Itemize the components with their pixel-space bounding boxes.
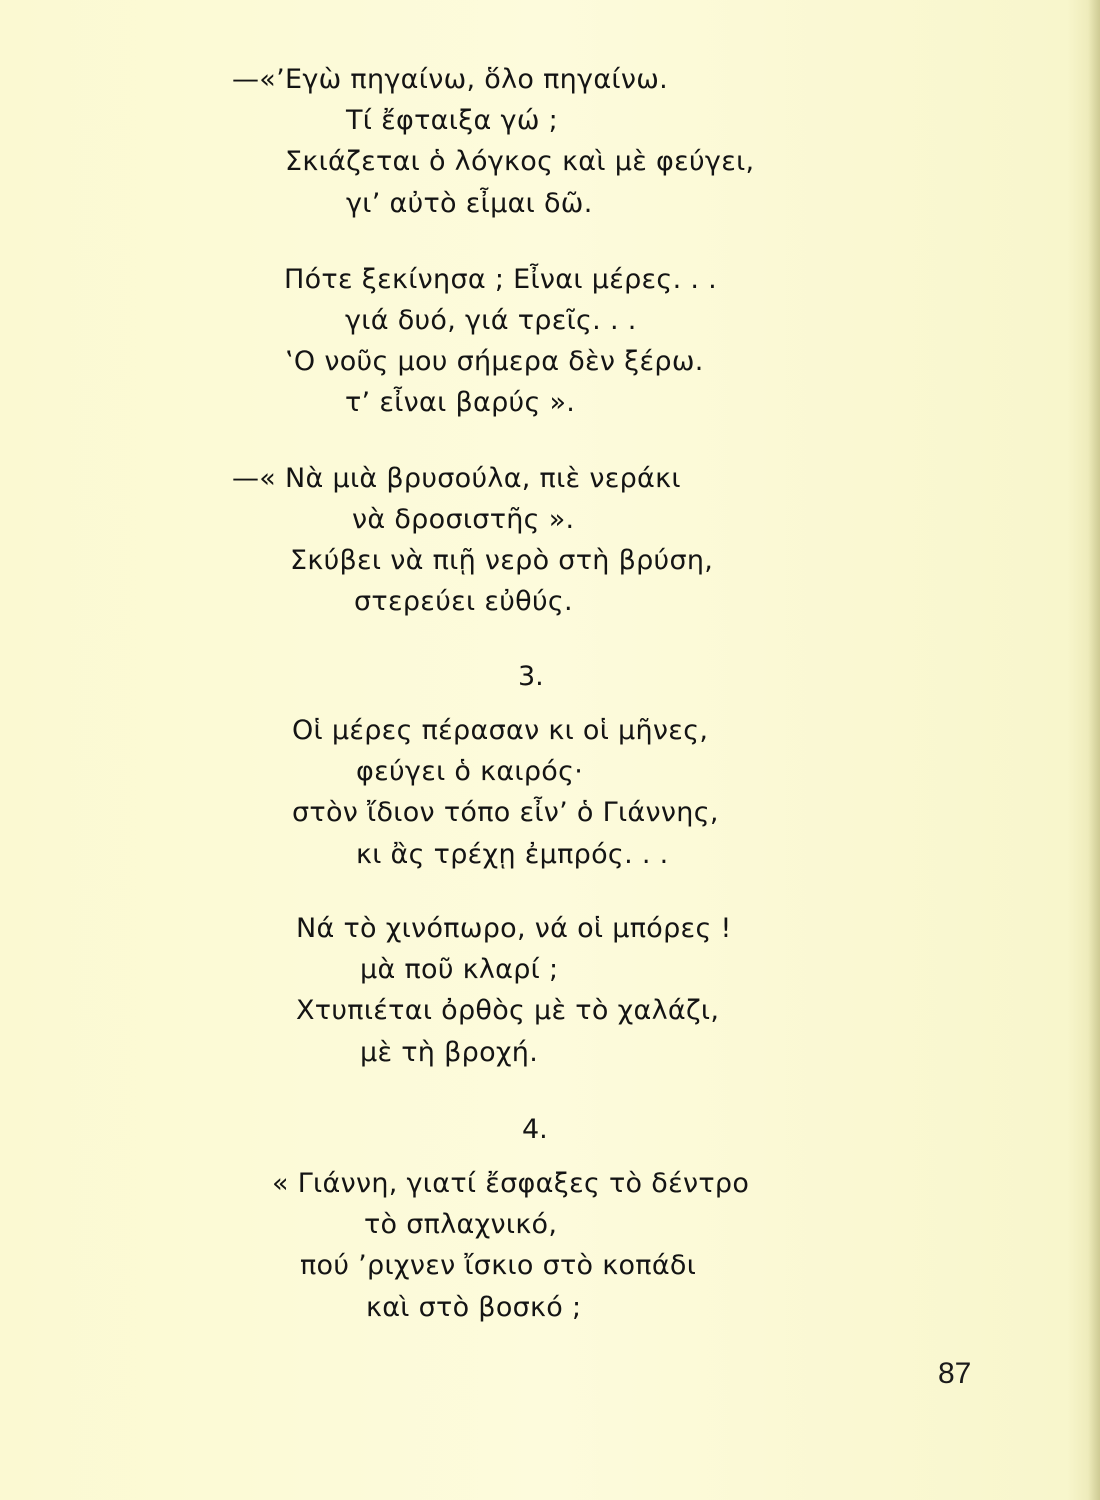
verse-line: Πότε ξεκίνησα ; Εἶναι μέρες. . . [284,264,717,295]
page-edge-shadow [1088,0,1100,1500]
verse-line: —«’Εγὼ πηγαίνω, ὅλο πηγαίνω. [232,64,669,95]
verse-line: Σκιάζεται ὁ λόγκος καὶ μὲ φεύγει, [285,146,755,177]
verse-line: στὸν ἴδιον τόπο εἶν’ ὁ Γιάννης, [292,797,719,828]
verse-line: τ’ εἶναι βαρύς ». [345,387,576,418]
verse-line: φεύγει ὁ καιρός· [356,756,584,787]
verse-line: καὶ στὸ βοσκό ; [366,1292,582,1323]
section-number: 3. [518,661,544,692]
verse-line: —« Νὰ μιὰ βρυσούλα, πιὲ νεράκι [232,463,681,494]
page-number: 87 [938,1357,972,1390]
verse-line: νὰ δροσιστῆς ». [352,504,575,535]
verse-line: κι ἂς τρέχῃ ἐμπρός. . . [356,839,669,870]
verse-line: Οἱ μέρες πέρασαν κι οἱ μῆνες, [292,715,709,746]
verse-line: στερεύει εὐθύς. [354,586,573,617]
verse-line: Χτυπιέται ὀρθὸς μὲ τὸ χαλάζι, [296,995,720,1026]
section-number: 4. [522,1114,548,1145]
verse-line: μὰ ποῦ κλαρί ; [360,954,559,985]
verse-line: Νά τὸ χινόπωρο, νά οἱ μπόρες ! [296,913,732,944]
verse-line: γιά δυό, γιά τρεῖς. . . [345,305,637,336]
verse-line: γι’ αὐτὸ εἶμαι δῶ. [346,188,593,219]
verse-line: Σκύβει νὰ πιῇ νερὸ στὴ βρύση, [290,545,714,576]
verse-line: « Γιάννη, γιατί ἔσφαξες τὸ δέντρο [272,1168,750,1199]
verse-line: πού ’ριχνεν ἴσκιο στὸ κοπάδι [300,1250,697,1281]
verse-line: Τί ἔφταιξα γώ ; [346,105,559,136]
verse-line: ‛Ο νοῦς μου σήμερα δὲν ξέρω. [285,346,704,377]
verse-line: μὲ τὴ βροχή. [360,1037,539,1068]
verse-line: τὸ σπλαχνικό, [364,1209,558,1240]
